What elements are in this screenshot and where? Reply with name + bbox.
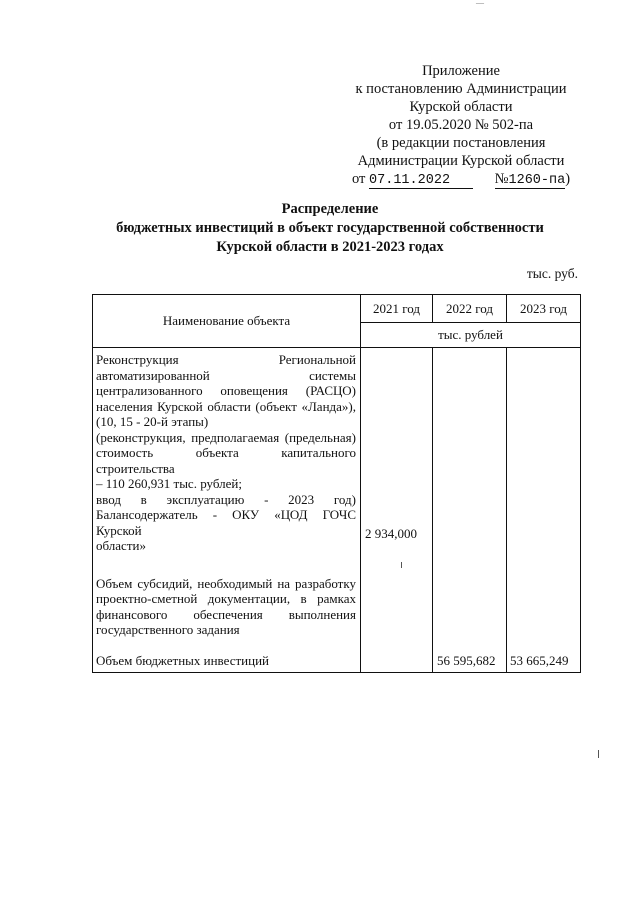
edit-reference bbox=[340, 170, 582, 189]
object-line: централизованного оповещения (РАСЦО) bbox=[96, 383, 356, 398]
subsidy-line: государственного задания bbox=[96, 622, 240, 637]
object-line: (10, 15 - 20-й этапы) bbox=[96, 414, 209, 429]
subsidy-line: Объем субсидий, необходимый на разработку bbox=[96, 575, 356, 591]
header-name: Наименование объекта bbox=[93, 295, 361, 348]
subsidy-line: проектно-сметной документации, в рамках bbox=[96, 591, 356, 606]
appendix-block bbox=[340, 62, 582, 189]
appendix-line: Курской области bbox=[409, 99, 513, 115]
appendix-line: от 19.05.2020 № 502-па bbox=[388, 117, 534, 133]
table-row bbox=[93, 348, 581, 673]
cell-2021 bbox=[361, 348, 433, 673]
investments-2023-value: 53 665,249 bbox=[510, 652, 569, 668]
scan-mark bbox=[401, 562, 402, 568]
object-line: области» bbox=[96, 538, 146, 553]
appendix-line: Администрации Курской области bbox=[357, 153, 565, 169]
object-line: – 110 260,931 тыс. рублей; bbox=[96, 476, 242, 491]
title-line-3: Курской области в 2021-2023 годах bbox=[216, 239, 444, 255]
edit-date: 07.11.2022 bbox=[369, 174, 473, 189]
header-2021: 2021 год bbox=[361, 295, 433, 323]
subsidy-line: финансового обеспечения выполнения bbox=[96, 606, 356, 622]
appendix-line: (в редакции постановления bbox=[376, 135, 546, 151]
object-description bbox=[93, 348, 361, 673]
edit-suffix: ) bbox=[565, 171, 571, 187]
object-line: (реконструкция, предполагаемая (предельная) bbox=[96, 429, 356, 445]
edit-prefix: от bbox=[352, 171, 366, 187]
investments-label: Объем бюджетных инвестиций bbox=[96, 652, 269, 668]
object-line: Реконструкция Региональной bbox=[96, 352, 356, 367]
edit-number: 1260-па bbox=[508, 173, 566, 188]
appendix-line: Приложение bbox=[422, 63, 500, 79]
object-line: ввод в эксплуатацию - 2023 год) bbox=[96, 491, 356, 507]
title-line-1: Распределение bbox=[281, 201, 379, 217]
cell-2023 bbox=[507, 348, 581, 673]
object-line: автоматизированной системы bbox=[96, 367, 356, 383]
scan-mark bbox=[598, 750, 599, 758]
top-mark: — bbox=[476, 0, 484, 7]
object-line: населения Курской области (объект «Ланда»), bbox=[96, 398, 356, 414]
object-line: стоимость объекта капитального строительства bbox=[96, 445, 356, 476]
title-line-2: бюджетных инвестиций в объект государственной собственности bbox=[116, 220, 544, 236]
appendix-line: к постановлению Администрации bbox=[355, 81, 567, 97]
subsidy-2021-value: 2 934,000 bbox=[365, 526, 417, 541]
document-title bbox=[60, 200, 600, 257]
table-header-row bbox=[93, 295, 581, 323]
object-line: Балансодержатель - ОКУ «ЦОД ГОЧС Курской bbox=[96, 507, 356, 538]
header-2023: 2023 год bbox=[507, 295, 581, 323]
edit-number-field bbox=[495, 172, 566, 189]
header-2022: 2022 год bbox=[433, 295, 507, 323]
cell-2022 bbox=[433, 348, 507, 673]
edit-no-sign: № bbox=[494, 171, 509, 187]
investment-table bbox=[92, 294, 581, 673]
investments-2022-value: 56 595,682 bbox=[437, 652, 496, 668]
subheader-units: тыс. рублей bbox=[361, 323, 581, 348]
units-label: тыс. руб. bbox=[526, 266, 578, 281]
